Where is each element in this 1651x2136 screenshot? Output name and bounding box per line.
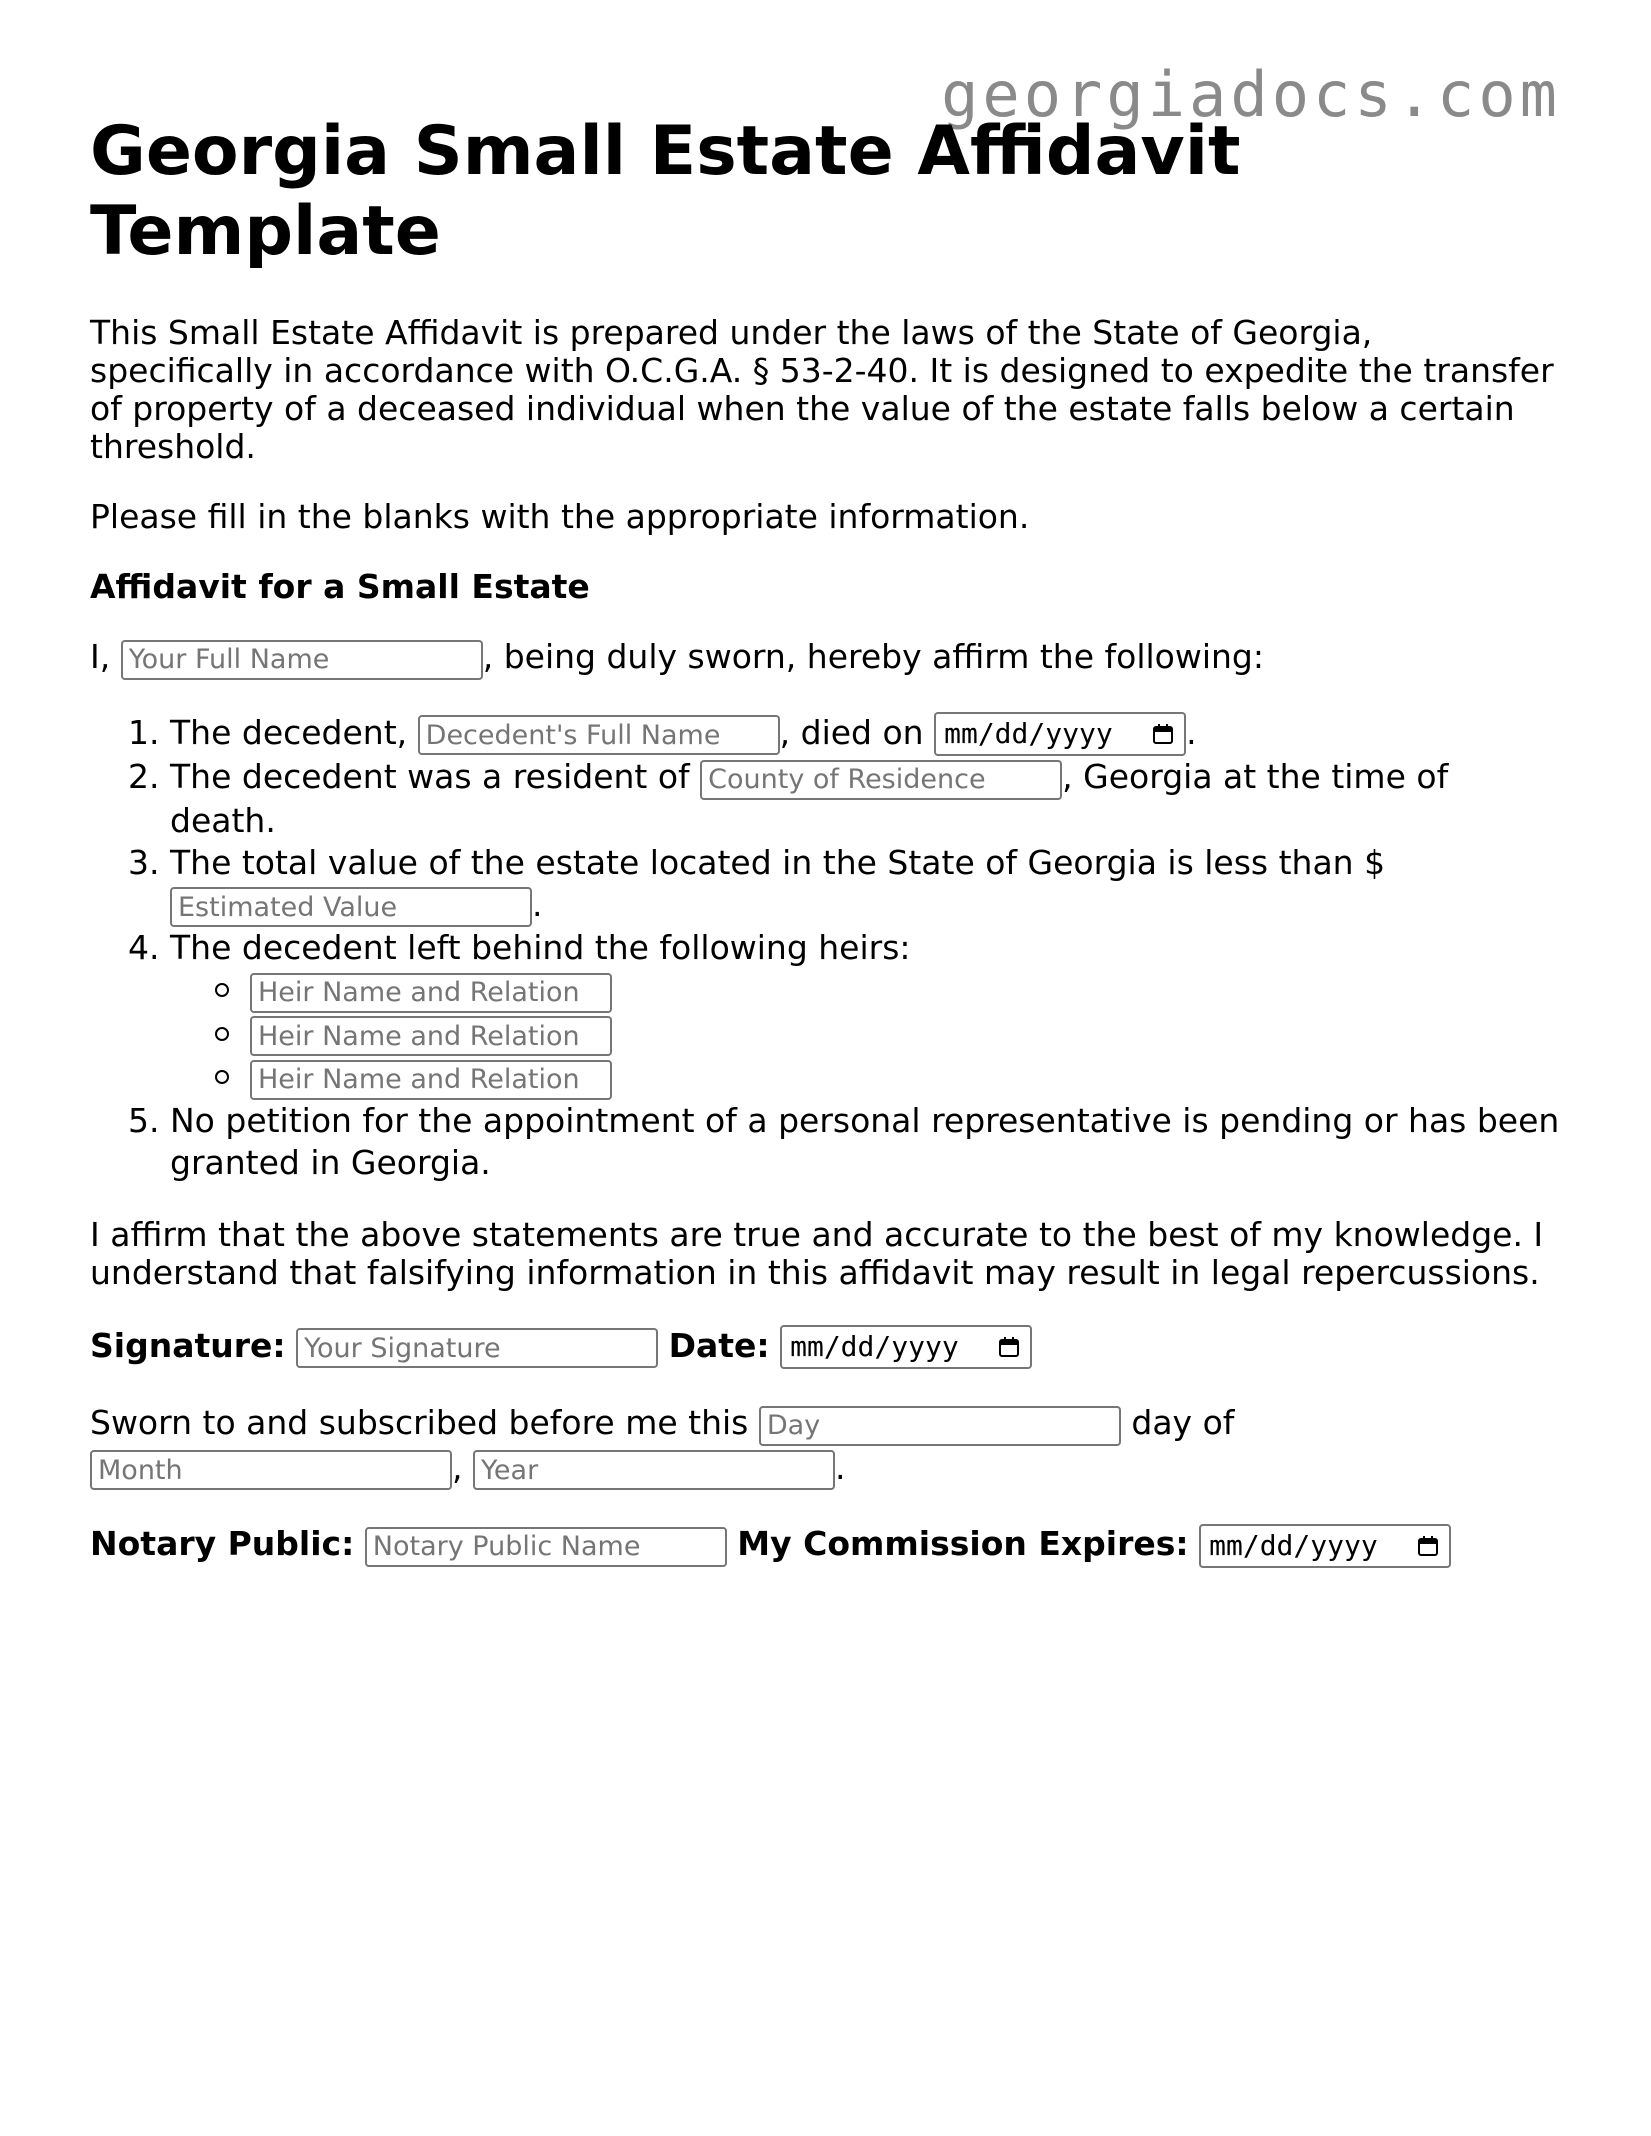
bullet-circle-icon <box>215 1027 229 1041</box>
heir-input-3[interactable] <box>250 1060 612 1100</box>
calendar-icon[interactable] <box>1417 1535 1439 1557</box>
month-input[interactable] <box>90 1450 452 1490</box>
intro-paragraph: This Small Estate Affidavit is prepared under the laws of the State of Georgia, specifically in accordance with O.C.G.A. § 53-2-40. It is designed to expedite the transfer of property of a deceased individual when the value of the estate falls below a certain threshold. <box>90 313 1554 466</box>
list-item <box>210 969 1560 1013</box>
sworn-middle: day of <box>1131 1403 1235 1442</box>
full-name-input[interactable] <box>121 640 483 680</box>
sworn-prefix: Sworn to and subscribed before me this <box>90 1403 749 1442</box>
affirm-line <box>90 638 1560 680</box>
item3-suffix: . <box>532 884 543 924</box>
decedent-name-input[interactable] <box>418 715 780 755</box>
heirs-list <box>170 969 1560 1100</box>
signature-input[interactable] <box>296 1328 658 1368</box>
item2-suffix: , Georgia at the time of death. <box>170 757 1449 840</box>
sworn-row <box>90 1401 1560 1490</box>
page-title: Georgia Small Estate Affidavit Template <box>90 112 1241 271</box>
item1-suffix: . <box>1186 712 1197 752</box>
sworn-suffix: . <box>835 1447 846 1487</box>
sworn-comma: , <box>452 1447 463 1487</box>
county-input[interactable] <box>700 760 1062 800</box>
item1-middle: , died on <box>779 712 924 752</box>
affirm-prefix: I, <box>90 637 111 676</box>
instruction-paragraph: Please fill in the blanks with the appropriate information. <box>90 497 1030 536</box>
list-item-heirs <box>170 927 1560 1100</box>
death-date-input[interactable] <box>934 712 1186 756</box>
item5-text: No petition for the appointment of a personal representative is pending or has been granted in Georgia. <box>170 1100 1560 1182</box>
bullet-circle-icon <box>215 1070 229 1084</box>
notary-name-input[interactable] <box>365 1527 727 1567</box>
signature-date-placeholder: mm/dd/yyyy <box>790 1330 959 1363</box>
list-item <box>210 1013 1560 1057</box>
notary-row <box>90 1522 1560 1568</box>
list-item-no-petition <box>170 1100 1560 1184</box>
signature-date-input[interactable] <box>780 1325 1032 1369</box>
commission-date-placeholder: mm/dd/yyyy <box>1209 1528 1378 1562</box>
bullet-circle-icon <box>215 983 229 997</box>
section-heading: Affidavit for a Small Estate <box>90 567 590 606</box>
notary-label: Notary Public: <box>90 1524 355 1563</box>
item1-prefix: The decedent, <box>170 712 408 752</box>
death-date-placeholder: mm/dd/yyyy <box>944 717 1113 750</box>
heir-input-1[interactable] <box>250 973 612 1013</box>
signature-row <box>90 1324 1560 1370</box>
item2-prefix: The decedent was a resident of <box>170 757 690 796</box>
affirmation-list <box>90 712 1560 1184</box>
item3-prefix: The total value of the estate located in the State of Georgia is less than $ <box>170 842 1386 882</box>
commission-label: My Commission Expires: <box>737 1524 1189 1563</box>
estimated-value-input[interactable] <box>170 887 532 927</box>
list-item-residence <box>170 756 1560 842</box>
year-input[interactable] <box>473 1450 835 1490</box>
affirm-suffix: , being duly sworn, hereby affirm the following: <box>482 637 1264 676</box>
signature-label: Signature: <box>90 1325 286 1365</box>
calendar-icon[interactable] <box>998 1336 1020 1358</box>
commission-date-input[interactable] <box>1199 1524 1451 1568</box>
affidavit-document <box>90 112 1560 1600</box>
watermark: georgiadocs.com <box>941 58 1561 131</box>
list-item <box>210 1056 1560 1100</box>
calendar-icon[interactable] <box>1152 723 1174 745</box>
closing-paragraph: I affirm that the above statements are true and accurate to the best of my knowledge. I understand that falsifying information in this affidavit may result in legal repercussions. <box>90 1214 1544 1292</box>
list-item-estate-value <box>170 842 1560 928</box>
heir-input-2[interactable] <box>250 1016 612 1056</box>
list-item-decedent <box>170 712 1560 757</box>
date-label: Date: <box>668 1325 770 1365</box>
item4-text: The decedent left behind the following heirs: <box>170 928 911 967</box>
day-input[interactable] <box>759 1406 1121 1446</box>
